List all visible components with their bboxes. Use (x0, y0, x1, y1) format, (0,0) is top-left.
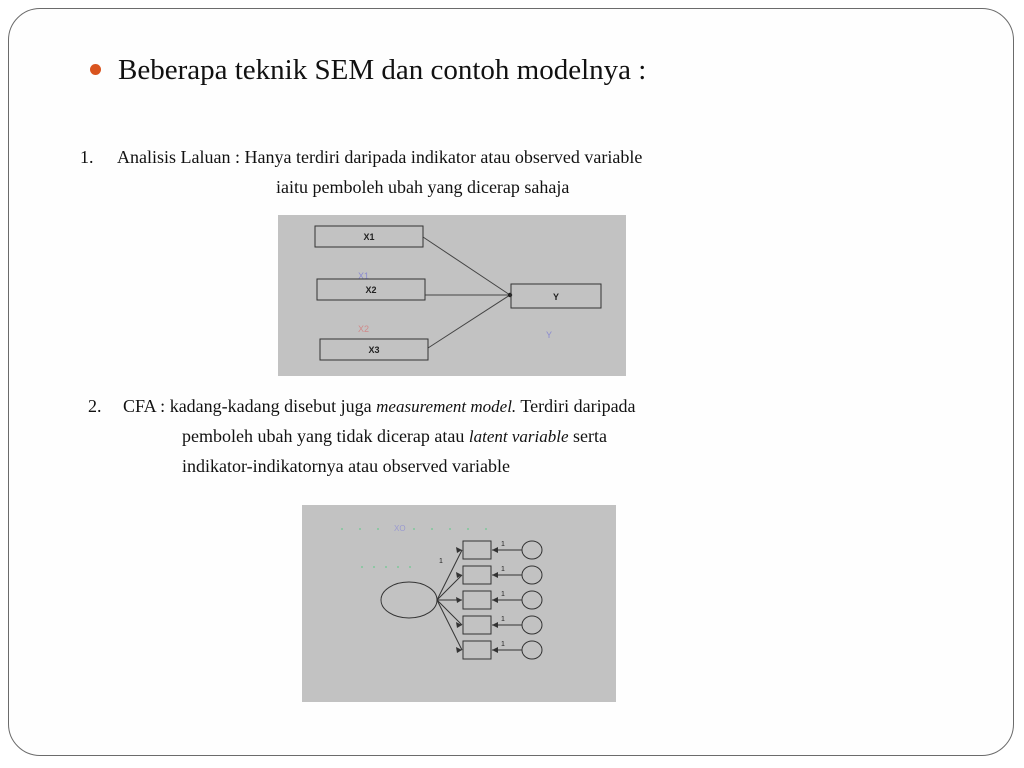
error-arrowhead (492, 572, 498, 578)
error-arrowhead (492, 622, 498, 628)
item2-line1-text: CFA : kadang-kadang disebut juga (123, 396, 377, 416)
box-x1-label: X1 (363, 232, 375, 242)
error-term-circle (522, 641, 542, 659)
faint-label-x1: X1 (358, 271, 370, 281)
indicator-box (463, 641, 491, 659)
arrow-x1-y (423, 237, 510, 295)
error-loading-label: 1 (501, 616, 505, 623)
item2-line1 (123, 391, 636, 422)
cfa-diagram (302, 505, 616, 702)
item2-line2-tail: serta (568, 426, 608, 446)
item2-line3: indikator-indikatornya atau observed variable (182, 456, 511, 476)
indicator-box (463, 616, 491, 634)
item1-number: 1. (80, 147, 94, 167)
factor-loading-path (437, 600, 462, 625)
error-arrowhead (492, 547, 498, 553)
loading-arrowhead (456, 622, 462, 628)
box-x2-label: X2 (365, 285, 377, 295)
slide-heading: Beberapa teknik SEM dan contoh modelnya : (118, 54, 647, 86)
error-loading-label: 1 (501, 641, 505, 648)
faint-dots (341, 528, 487, 568)
faint-mark: XO (394, 524, 406, 533)
error-loading-label: 1 (501, 591, 505, 598)
arrow-head (508, 293, 512, 297)
item1-line1: Analisis Laluan : Hanya terdiri daripada indikator atau observed variable (117, 147, 643, 167)
item1-line2: iaitu pemboleh ubah yang dicerap sahaja (276, 177, 570, 197)
indicator-box (463, 541, 491, 559)
item2-number: 2. (88, 396, 102, 416)
error-term-circle (522, 616, 542, 634)
item2-line1-italic: measurement model. (376, 397, 517, 416)
item2-line2 (182, 421, 607, 452)
error-loading-label: 1 (501, 541, 505, 548)
item2-line2-text: pemboleh ubah yang tidak dicerap atau (182, 426, 469, 446)
latent-factor-ellipse (381, 582, 437, 618)
faint-label-y: Y (546, 330, 553, 340)
indicator-box (463, 566, 491, 584)
error-arrowhead (492, 597, 498, 603)
indicator-box (463, 591, 491, 609)
faint-label-x2: X2 (358, 324, 370, 334)
item2-line2-italic: latent variable (468, 427, 569, 446)
bullet-dot-icon (90, 64, 101, 75)
factor-loading-label: 1 (439, 558, 443, 565)
loading-arrowhead (456, 597, 462, 603)
error-term-circle (522, 591, 542, 609)
factor-loading-path (437, 575, 462, 600)
arrow-x3-y (428, 295, 510, 348)
error-term-circle (522, 541, 542, 559)
item2-line1-tail: Terdiri daripada (516, 396, 636, 416)
box-x3-label: X3 (368, 345, 380, 355)
error-arrowhead (492, 647, 498, 653)
box-y-label: Y (552, 292, 560, 302)
path-analysis-diagram (278, 215, 626, 376)
loading-arrowhead (456, 572, 462, 578)
error-term-circle (522, 566, 542, 584)
error-loading-label: 1 (501, 566, 505, 573)
